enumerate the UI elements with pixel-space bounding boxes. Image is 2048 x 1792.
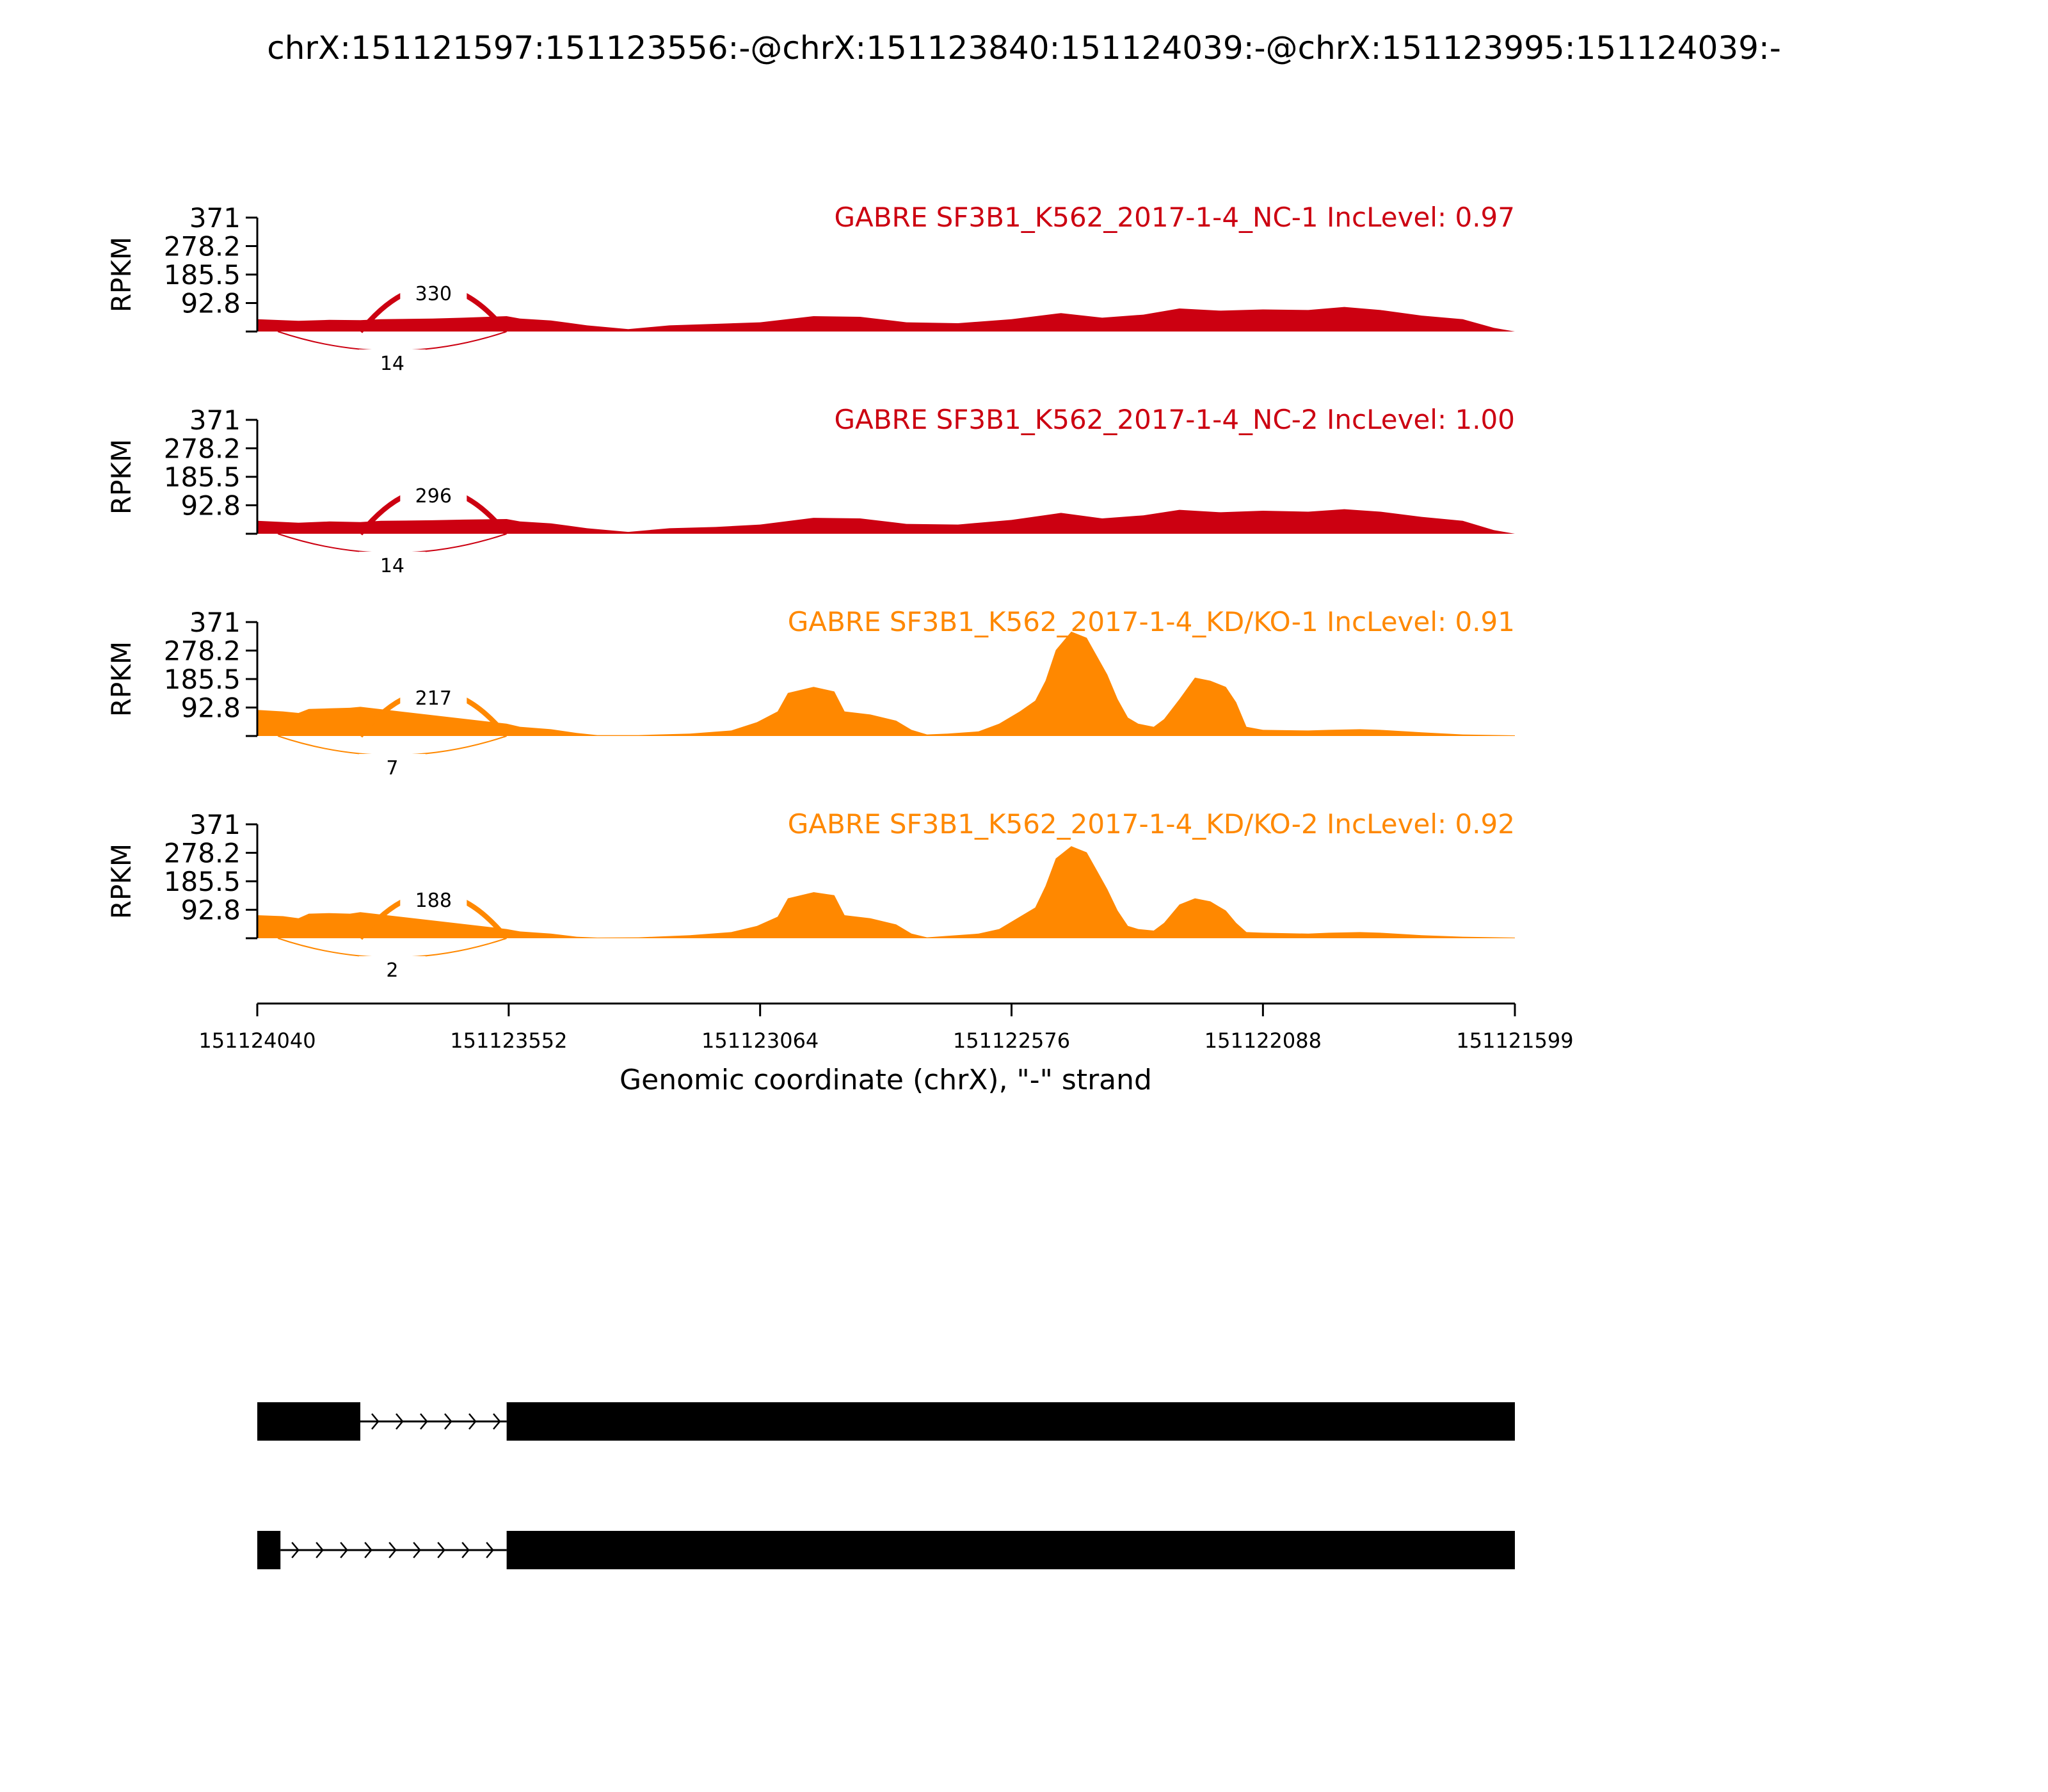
sample-label: GABRE SF3B1_K562_2017-1-4_KD/KO-1 IncLevel: 0.91: [787, 606, 1515, 637]
y-axis-label: RPKM: [106, 843, 137, 920]
x-tick-label: 151121599: [1456, 1028, 1574, 1053]
sample-label: GABRE SF3B1_K562_2017-1-4_KD/KO-2 IncLevel: 0.92: [787, 808, 1515, 840]
y-tick-label: 278.2: [163, 433, 241, 465]
y-tick-label: 92.8: [180, 692, 241, 724]
y-tick-label: 185.5: [163, 259, 241, 291]
x-tick-label: 151122088: [1204, 1028, 1322, 1053]
y-tick-label: 278.2: [163, 635, 241, 667]
junction-count: 14: [380, 555, 405, 577]
x-tick-label: 151122576: [952, 1028, 1071, 1053]
exon: [507, 1402, 1515, 1441]
y-tick-label: 371: [189, 404, 241, 436]
y-tick-label: 371: [189, 809, 241, 840]
y-tick-label: 185.5: [163, 461, 241, 493]
y-tick-label: 92.8: [180, 490, 241, 522]
exon: [507, 1531, 1515, 1569]
y-tick-label: 371: [189, 607, 241, 638]
sample-label: GABRE SF3B1_K562_2017-1-4_NC-1 IncLevel: 0.97: [834, 202, 1515, 233]
x-tick-label: 151123064: [701, 1028, 819, 1053]
y-tick-label: 278.2: [163, 837, 241, 869]
y-tick-label: 185.5: [163, 866, 241, 897]
junction-count: 296: [415, 485, 452, 508]
x-axis-label: Genomic coordinate (chrX), "-" strand: [620, 1064, 1152, 1096]
y-tick-label: 371: [189, 202, 241, 234]
y-tick-label: 92.8: [180, 894, 241, 926]
junction-count: 330: [415, 283, 452, 305]
junction-count: 188: [415, 890, 452, 912]
junction-count: 7: [386, 757, 399, 780]
y-axis-label: RPKM: [106, 438, 137, 515]
y-axis-label: RPKM: [106, 236, 137, 313]
x-tick-label: 151123552: [450, 1028, 568, 1053]
junction-count: 2: [386, 959, 399, 982]
y-axis-label: RPKM: [106, 641, 137, 717]
y-tick-label: 92.8: [180, 287, 241, 319]
y-tick-label: 278.2: [163, 230, 241, 262]
y-tick-label: 185.5: [163, 664, 241, 695]
exon: [257, 1531, 280, 1569]
sample-label: GABRE SF3B1_K562_2017-1-4_NC-2 IncLevel: 1.00: [834, 404, 1515, 435]
x-tick-label: 151124040: [198, 1028, 316, 1053]
plot-title: chrX:151121597:151123556:-@chrX:151123840:151124039:-@chrX:151123995:151124039:-: [267, 29, 1781, 67]
junction-count: 14: [380, 353, 405, 375]
junction-count: 217: [415, 687, 452, 710]
exon: [257, 1402, 360, 1441]
